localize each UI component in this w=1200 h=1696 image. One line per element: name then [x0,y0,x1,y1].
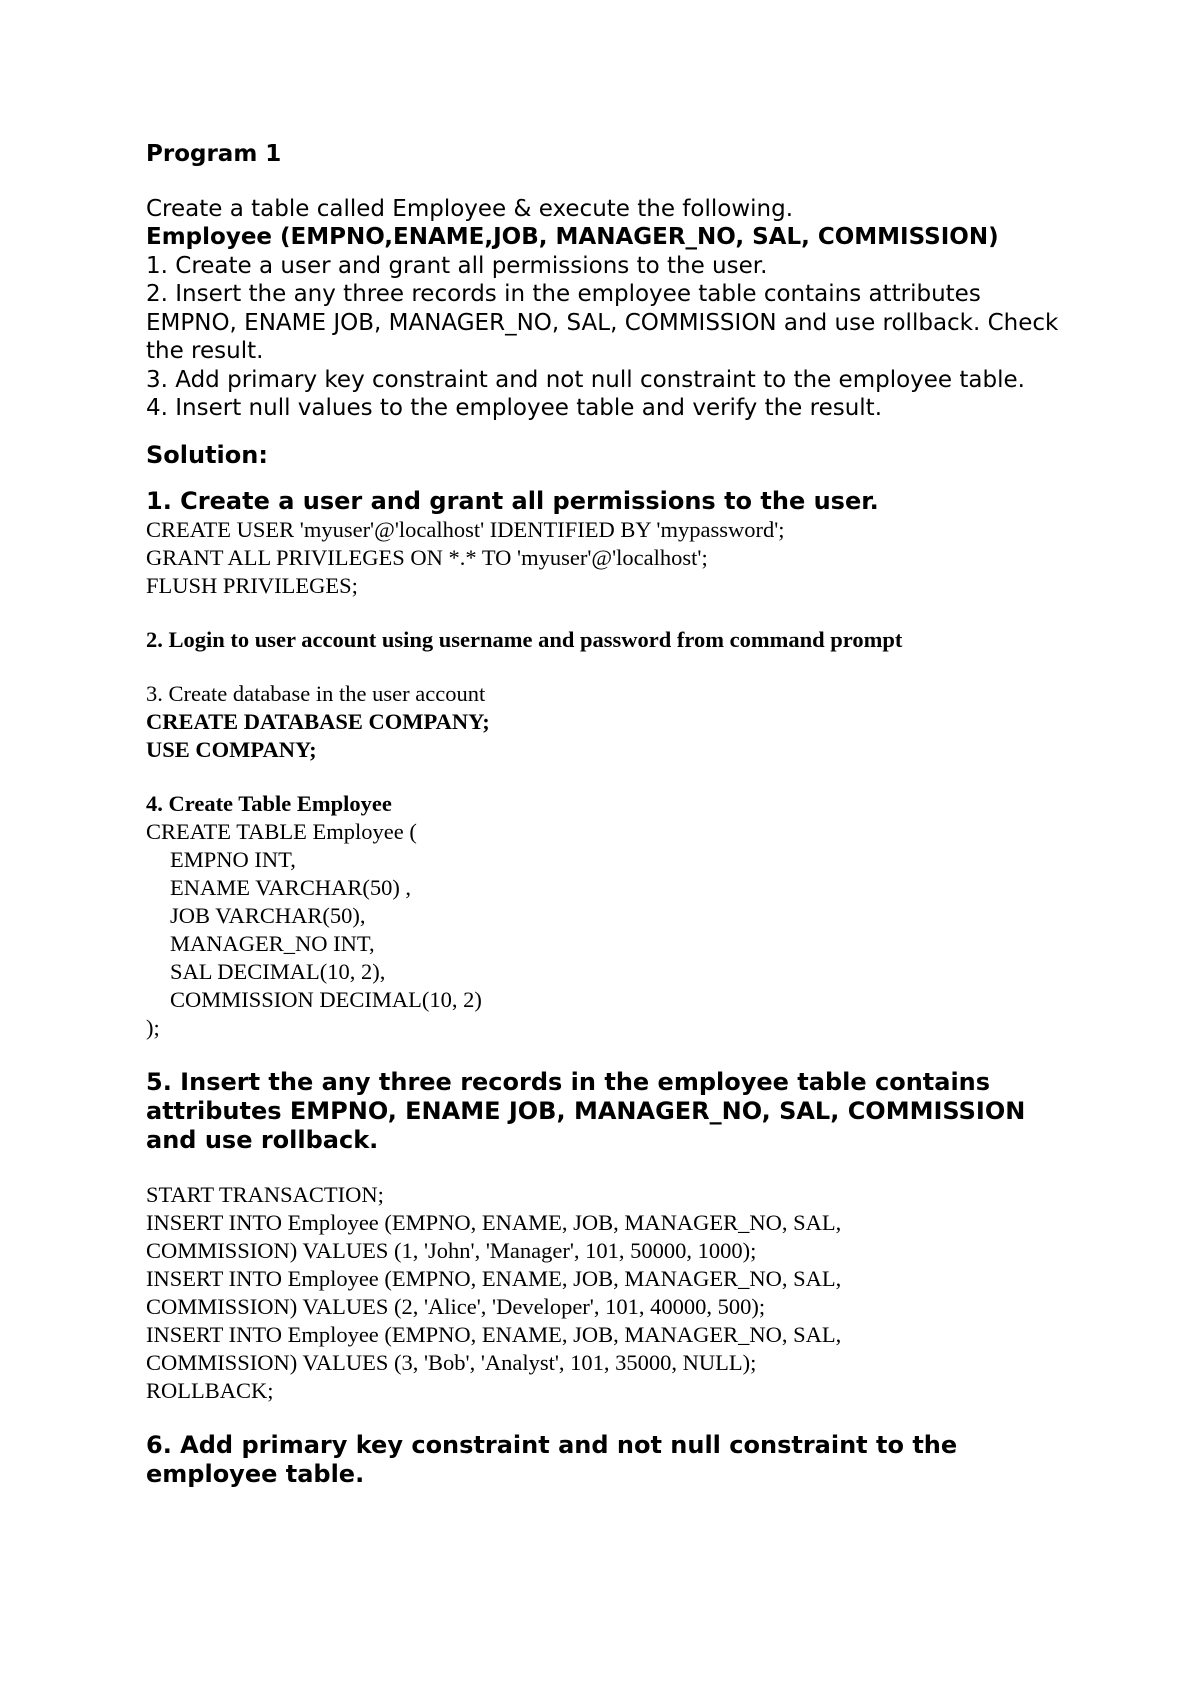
task-item: 1. Create a user and grant all permissions to the user. [146,252,768,279]
task-item: 3. Add primary key constraint and not null constraint to the employee table. [146,366,1025,393]
code-line: COMMISSION) VALUES (2, 'Alice', 'Developer', 101, 40000, 500); [146,1294,766,1319]
employee-schema: Employee (EMPNO,ENAME,JOB, MANAGER_NO, SAL, COMMISSION) [146,224,999,250]
step6-heading: 6. Add primary key constraint and not null constraint to the employee table. [146,1431,958,1488]
task-item: 4. Insert null values to the employee table and verify the result. [146,395,882,421]
code-line: INSERT INTO Employee (EMPNO, ENAME, JOB, MANAGER_NO, SAL, [146,1210,842,1235]
code-line: FLUSH PRIVILEGES; [146,573,358,598]
solution-heading: Solution: [146,440,268,469]
step4-heading: 4. Create Table Employee [146,791,392,816]
spacer [146,469,1076,487]
program-intro: Create a table called Employee & execute the following. [146,195,794,222]
document-page [146,140,1076,1489]
code-line: SAL DECIMAL(10, 2), [170,959,386,984]
spacer [146,1042,1076,1068]
code-line: INSERT INTO Employee (EMPNO, ENAME, JOB, MANAGER_NO, SAL, [146,1322,842,1347]
spacer [146,1155,1076,1181]
code-line: CREATE TABLE Employee ( [146,819,417,844]
spacer [146,169,1076,195]
code-line: START TRANSACTION; [146,1182,384,1207]
code-line: COMMISSION) VALUES (1, 'John', 'Manager', 101, 50000, 1000); [146,1238,757,1263]
step2-heading: 2. Login to user account using username and password from command prompt [146,627,903,652]
spacer [146,764,1076,790]
code-line: USE COMPANY; [146,737,317,762]
step3-heading: 3. Create database in the user account [146,681,486,706]
code-line: JOB VARCHAR(50), [170,903,366,928]
code-line: MANAGER_NO INT, [170,931,375,956]
spacer [146,423,1076,441]
code-line: EMPNO INT, [170,847,296,872]
code-line: CREATE USER 'myuser'@'localhost' IDENTIFIED BY 'mypassword'; [146,517,785,542]
step5-heading: 5. Insert the any three records in the employee table contains attributes EMPNO, ENAME JOB, MANAGER_NO, SAL, COMMISSION and use rollback. [146,1068,1026,1154]
code-line: ROLLBACK; [146,1378,274,1403]
code-line: ENAME VARCHAR(50) , [170,875,412,900]
code-line: INSERT INTO Employee (EMPNO, ENAME, JOB, MANAGER_NO, SAL, [146,1266,842,1291]
code-line: GRANT ALL PRIVILEGES ON *.* TO 'myuser'@'localhost'; [146,545,708,570]
spacer [146,1405,1076,1431]
code-line: COMMISSION) VALUES (3, 'Bob', 'Analyst', 101, 35000, NULL); [146,1350,757,1375]
task-item: 2. Insert the any three records in the employee table contains attributes EMPNO, ENAME JOB, MANAGER_NO, SAL, COMMISSION and use rollback. Check the result. [146,281,1059,364]
code-line: COMMISSION DECIMAL(10, 2) [170,987,482,1012]
code-line: ); [146,1015,160,1040]
spacer [146,600,1076,626]
step1-heading: 1. Create a user and grant all permissions to the user. [146,487,879,515]
spacer [146,654,1076,680]
program-title: Program 1 [146,141,282,167]
code-line: CREATE DATABASE COMPANY; [146,709,490,734]
